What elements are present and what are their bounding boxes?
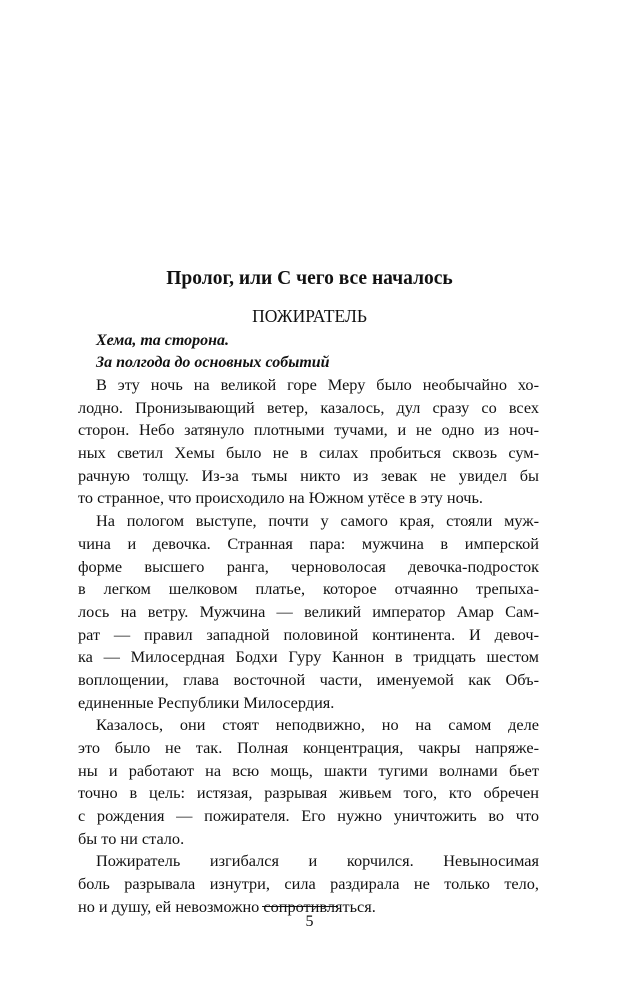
footer-rule [262,906,338,907]
text-line: чина и девочка. Странная пара: мужчина в имперской [78,533,539,553]
text-line: ных светил Хемы было не в силах пробиться сквозь сум- [78,443,539,463]
text-line: боль разрывала изнутри, сила раздирала не только тело, [78,874,539,894]
page-number: 5 [305,913,314,930]
epigraph-line: Хема, та сторона. [96,332,229,349]
text-line: ка — Милосердная Бодхи Гуру Каннон в тридцать шестом [78,647,539,667]
text-line: Пожиратель изгибался и корчился. Невыносимая [96,851,539,871]
text-line: Казалось, они стоят неподвижно, но на самом деле [96,715,539,735]
text-line: это было не так. Полная концентрация, чакры напряже- [78,738,539,757]
text-line: единенные Республики Милосердия. [78,692,335,712]
body-text [78,374,539,919]
epigraph-line: За полгода до основных событий [96,354,330,371]
text-line: воплощении, глава восточной части, именуемой как Объ- [78,669,539,689]
text-line: но и душу, ей невозможно сопротивляться. [78,896,376,916]
text-line: то странное, что происходило на Южном утёсе в эту ночь. [78,488,483,508]
text-line: ны и работают на всю мощь, шакти тугими волнами бьет [78,760,539,780]
text-line: с рождения — пожирателя. Его нужно уничтожить во что [78,806,539,826]
text-line: сторон. Небо затянуло плотными тучами, и не одно из ноч- [78,420,539,440]
text-line: В эту ночь на великой горе Меру было необычайно хо- [96,375,539,394]
text-line: рат — правил западной половиной континента. И девоч- [78,624,539,644]
text-line: На пологом выступе, почти у самого края, стояли муж- [96,511,539,531]
text-line: форме высшего ранга, черноволосая девочка-подросток [78,556,539,576]
text-line: лось на ветру. Мужчина — великий император Амар Сам- [78,601,539,621]
text-line: бы то ни стало. [78,828,185,848]
text-line: точно в цель: истязая, разрывая живьем того, кто обречен [78,783,539,803]
chapter-title: Пролог, или С чего все началось [166,268,453,289]
text-line: лодно. Пронизывающий ветер, казалось, дул сразу со всех [78,397,539,417]
text-line: рачную толщу. Из-за тьмы никто из зевак не увидел бы [78,465,539,485]
text-line: в легком шелковом платье, которое отчаянно трепыха- [78,579,539,599]
section-title: ПОЖИРАТЕЛЬ [252,306,367,326]
